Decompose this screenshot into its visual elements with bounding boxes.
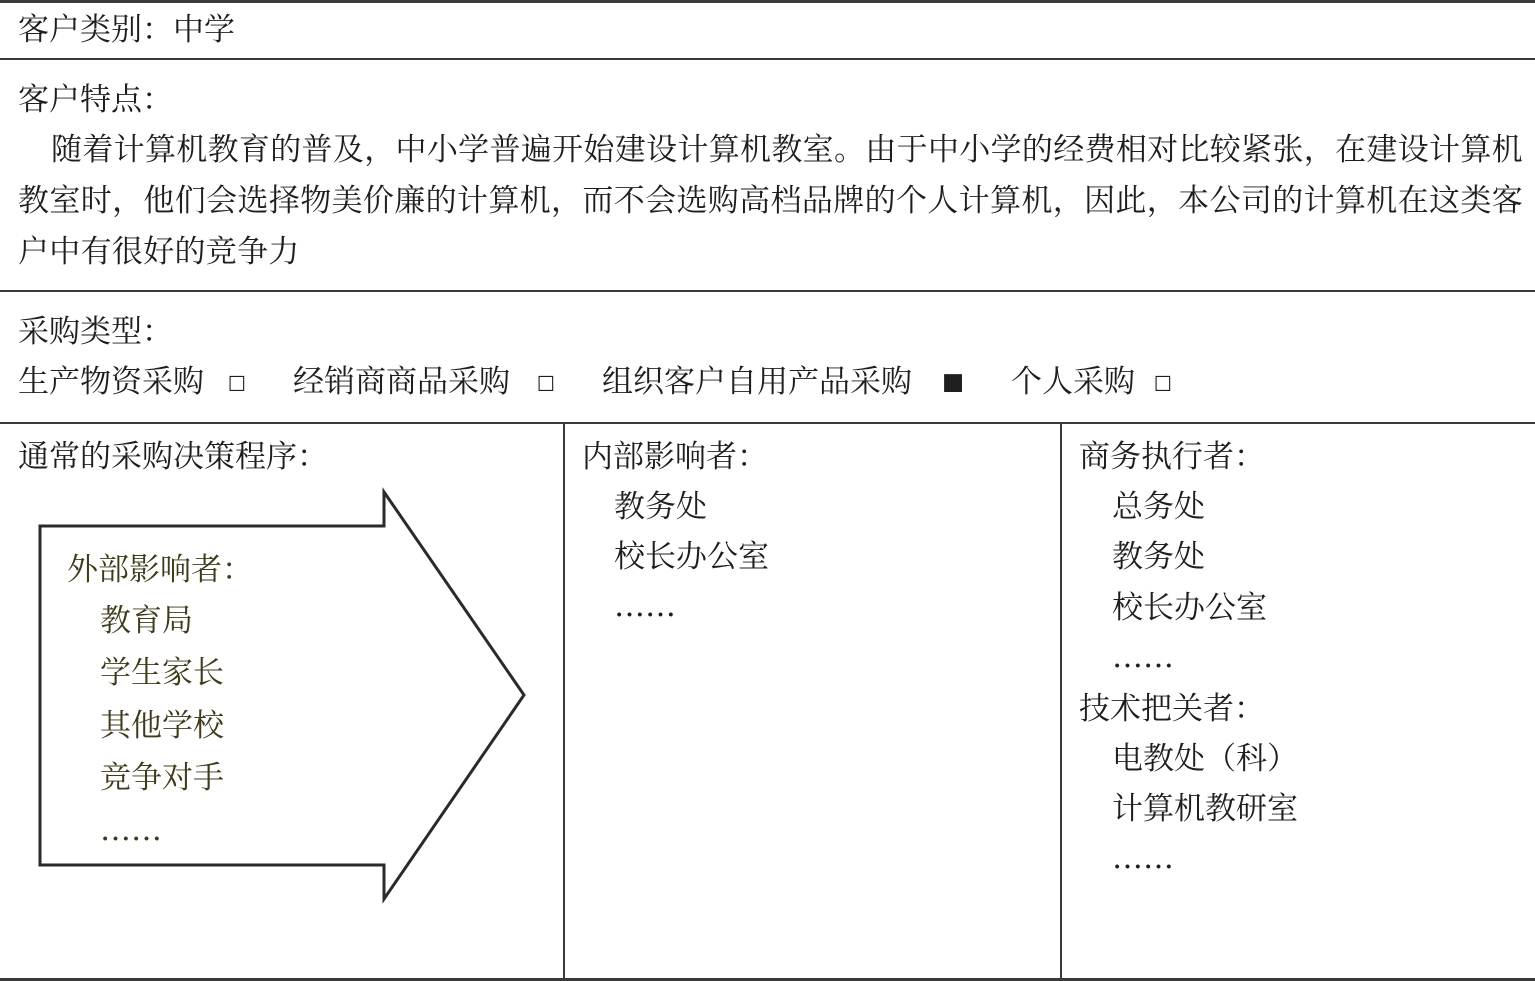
purchase-option-label: 个人采购	[1011, 364, 1135, 400]
internal-influencer-item: ……	[614, 588, 676, 624]
business-executor-item: 教务处	[1112, 539, 1205, 575]
customer-category: 客户类别：中学	[18, 12, 235, 48]
business-executors-heading: 商务执行者：	[1079, 439, 1265, 475]
purchase-option-checkbox-checked[interactable]: ■	[944, 364, 963, 399]
purchase-option-label: 生产物资采购	[18, 364, 204, 400]
external-influencer-item: ……	[100, 812, 162, 848]
internal-influencers-heading: 内部影响者：	[582, 439, 768, 475]
purchase-type-heading: 采购类型：	[18, 314, 173, 350]
technical-gatekeepers-heading: 技术把关者：	[1079, 691, 1265, 727]
purchase-option-label: 经销商商品采购	[293, 364, 510, 400]
internal-influencer-item: 校长办公室	[614, 539, 769, 575]
decision-process-heading: 通常的采购决策程序：	[18, 439, 328, 475]
external-influencer-item: 其他学校	[100, 708, 224, 744]
internal-influencer-item: 教务处	[614, 489, 707, 525]
features-heading: 客户特点：	[18, 82, 173, 118]
external-influencer-item: 竞争对手	[100, 760, 224, 796]
technical-gatekeeper-item: 电教处（科）	[1112, 741, 1298, 777]
features-text: 随着计算机教育的普及，中小学普遍开始建设计算机教室。由于中小学的经费相对比较紧张，在建设计算机教室时，他们会选择物美价廉的计算机，而不会选购高档品牌的个人计算机，因此，本公司的计算机在这类客户中有很好的竞争力	[18, 132, 1523, 270]
purchase-option-checkbox[interactable]: ☐	[537, 364, 556, 399]
technical-gatekeeper-item: 计算机教研室	[1112, 791, 1298, 827]
external-influencer-item: 学生家长	[100, 655, 224, 691]
external-influencers-heading: 外部影响者：	[67, 552, 253, 588]
external-influencer-item: 教育局	[100, 603, 193, 639]
business-executor-item: ……	[1112, 639, 1174, 675]
purchase-option-label: 组织客户自用产品采购	[602, 364, 912, 400]
purchase-option-checkbox[interactable]: ☐	[1154, 364, 1173, 399]
business-executor-item: 总务处	[1112, 489, 1205, 525]
purchase-option-checkbox[interactable]: ☐	[228, 364, 247, 399]
technical-gatekeeper-item: ……	[1112, 840, 1174, 876]
business-executor-item: 校长办公室	[1112, 590, 1267, 626]
